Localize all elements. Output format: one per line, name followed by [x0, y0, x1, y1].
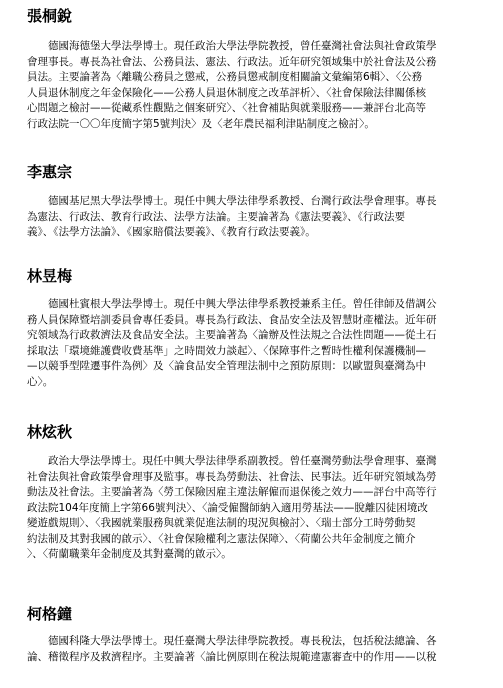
bio-line: 動法及社會法。主要論著為〈勞工保險因雇主違法解僱而退保後之效力——評台中高等行	[27, 486, 437, 498]
bio-line: 為憲法、行政法、教育行政法、法學方法論。主要論著為《憲法要義》、《行政法要	[27, 210, 405, 223]
bio-line: 義》、《法學方法論》、《國家賠償法要義》、《教育行政法要義》。	[27, 226, 316, 238]
bio-line: 人員退休制度之年金保險化——公務人員退休制度之改革評析〉、〈社會保險法律關係核	[27, 86, 426, 99]
bio-line: 政治大學法學博士。現任中興大學法律學系副教授。曾任臺灣勞動法學會理事、臺灣	[48, 455, 437, 467]
bio-line: 員法。主要論著為〈離職公務員之懲戒，公務員懲戒制度相關論文彙編第6輯〉、〈公務	[27, 71, 423, 83]
bio-line: 德國基尼黑大學法學博士。現任中興大學法律學系教授、台灣行政法學會理事。專長	[48, 195, 437, 207]
bio-line: —以競爭型陞遷事件為例〉及〈論食品安全管理法制中之預防原則：以歐盟與臺灣為中	[27, 360, 426, 372]
person-name: 張桐銳	[27, 7, 73, 25]
person-name: 李惠宗	[27, 163, 73, 181]
bio-line: 社會法與社會政策學會理事及監事。專長為勞動法、社會法、民事法。近年研究領域為勞	[27, 470, 437, 483]
bio-line: 務人員保障暨培訓委員會專任委員。專長為行政法、食品安全法及智慧財產權法。近年研	[27, 313, 437, 326]
bio-line: 德國科隆大學法學博士。現任臺灣大學法律學院教授。專長稅法，包括稅法總論、各	[48, 635, 437, 647]
bio-line: 〉、〈荷蘭職業年金制度及其對臺灣的啟示〉。	[27, 548, 232, 560]
bio-line: 約法制及其對我國的啟示〉、〈社會保險權利之憲法保障〉、〈荷蘭公共年金制度之簡介	[27, 532, 416, 545]
bio-line: 採取法「環境維護費收費基準」之時間效力談起〉、〈保障事件之暫時性權利保護機制—	[27, 344, 426, 357]
bio-line: 會理事長。專長為社會法、公務員法、憲法、行政法。近年研究領域集中於社會法及公務	[27, 55, 437, 68]
person-name: 林炫秋	[27, 423, 73, 441]
bio-line: 行政法院一〇〇年度簡字第5號判決〉及〈老年農民福利津貼制度之檢討〉。	[27, 117, 375, 130]
bio-line: 論、稽徵程序及救濟程序。主要論著〈論比例原則在稅法規範違憲審查中的作用——以稅	[27, 650, 437, 663]
bio-line: 變遊戲規則〉、〈我國就業服務與就業促進法制的現況與檢討〉、〈瑞士部分工時勞動契	[27, 517, 416, 529]
bio-line: 德國杜賓根大學法學博士。現任中興大學法律學系教授兼系主任。曾任律師及借調公	[48, 298, 437, 310]
person-name: 柯格鐘	[27, 605, 73, 623]
bio-line: 政法院104年度簡上字第66號判決〉、〈論受僱醫師納入適用勞基法——脫離囚徒困境改	[27, 501, 428, 514]
person-name: 林昱梅	[27, 267, 73, 285]
bio-line: 德國海德堡大學法學博士。現任政治大學法學院教授，曾任臺灣社會法與社會政策學	[48, 40, 437, 52]
bio-line: 心〉。	[27, 375, 54, 388]
bio-line: 心問題之檢討——從藏系性觀點之個案研究〉、〈社會補貼與就業服務——兼評台北高等	[27, 102, 426, 114]
bio-line: 究領域為行政救濟法及食品安全法。主要論著為〈論辦及性法規之合法性問題——從土石	[27, 329, 437, 341]
